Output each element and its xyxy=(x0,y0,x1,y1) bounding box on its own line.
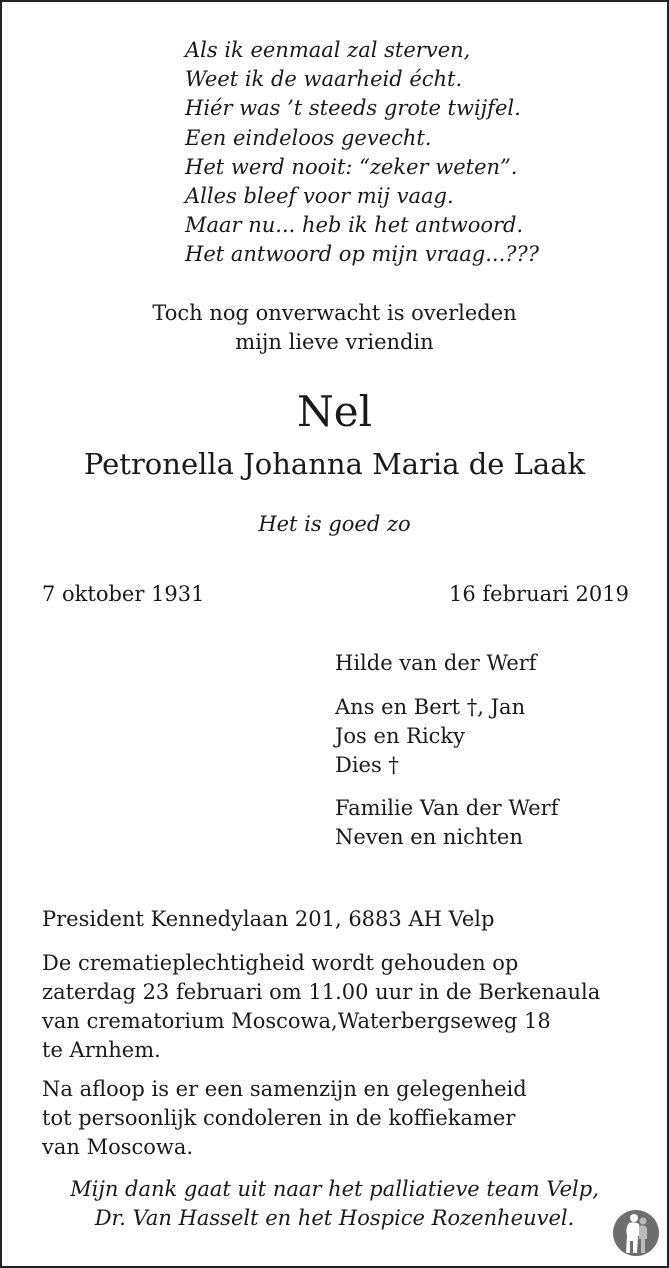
afterwards-line: van Moscowa. xyxy=(42,1135,194,1159)
birth-date: 7 oktober 1931 xyxy=(42,582,205,606)
poem-line: Alles bleef voor mij vaag. xyxy=(185,183,454,208)
ceremony-line: zaterdag 23 februari om 11.00 uur in de Berkenaula xyxy=(42,980,601,1004)
poem-line: Maar nu... heb ik het antwoord. xyxy=(185,213,524,238)
poem-line: Het werd nooit: “zeker weten”. xyxy=(185,154,518,179)
afterwards-line: Na afloop is er een samenzijn en gelegenheid xyxy=(42,1077,527,1101)
death-date: 16 februari 2019 xyxy=(449,582,629,606)
family-line: Neven en nichten xyxy=(335,825,523,849)
poem-line: Een eindeloos gevecht. xyxy=(185,125,432,150)
family-line: Familie Van der Werf xyxy=(335,796,559,820)
thanks-line: Dr. Van Hasselt en het Hospice Rozenheuvel. xyxy=(94,1206,575,1230)
thanks-line: Mijn dank gaat uit naar het palliatieve team Velp, xyxy=(70,1177,599,1201)
deceased-name: Nel xyxy=(296,387,373,436)
family-line: Ans en Bert †, Jan xyxy=(335,695,526,719)
ceremony-line: te Arnhem. xyxy=(42,1038,161,1062)
ceremony-line: van crematorium Moscowa,Waterbergseweg 18 xyxy=(42,1009,551,1033)
poem xyxy=(185,36,539,270)
deceased-full-name: Petronella Johanna Maria de Laak xyxy=(83,447,586,481)
address: President Kennedylaan 201, 6883 AH Velp xyxy=(42,907,495,931)
motto: Het is goed zo xyxy=(258,512,411,536)
announcement-line: Toch nog onverwacht is overleden xyxy=(152,301,517,325)
poem-line: Hiér was ’t steeds grote twijfel. xyxy=(185,96,521,121)
family-line: Jos en Ricky xyxy=(335,724,466,748)
hospice-logo-icon xyxy=(612,1209,660,1257)
afterwards-line: tot persoonlijk condoleren in de koffiekamer xyxy=(42,1106,516,1130)
family-friend: Hilde van der Werf xyxy=(335,651,537,675)
announcement-line: mijn lieve vriendin xyxy=(235,330,434,354)
ceremony-line: De crematieplechtigheid wordt gehouden op xyxy=(42,951,519,975)
poem-line: Weet ik de waarheid écht. xyxy=(185,67,463,92)
poem-line: Als ik eenmaal zal sterven, xyxy=(185,38,471,62)
poem-line: Het antwoord op mijn vraag...??? xyxy=(185,242,540,267)
family-line: Dies † xyxy=(335,753,399,777)
